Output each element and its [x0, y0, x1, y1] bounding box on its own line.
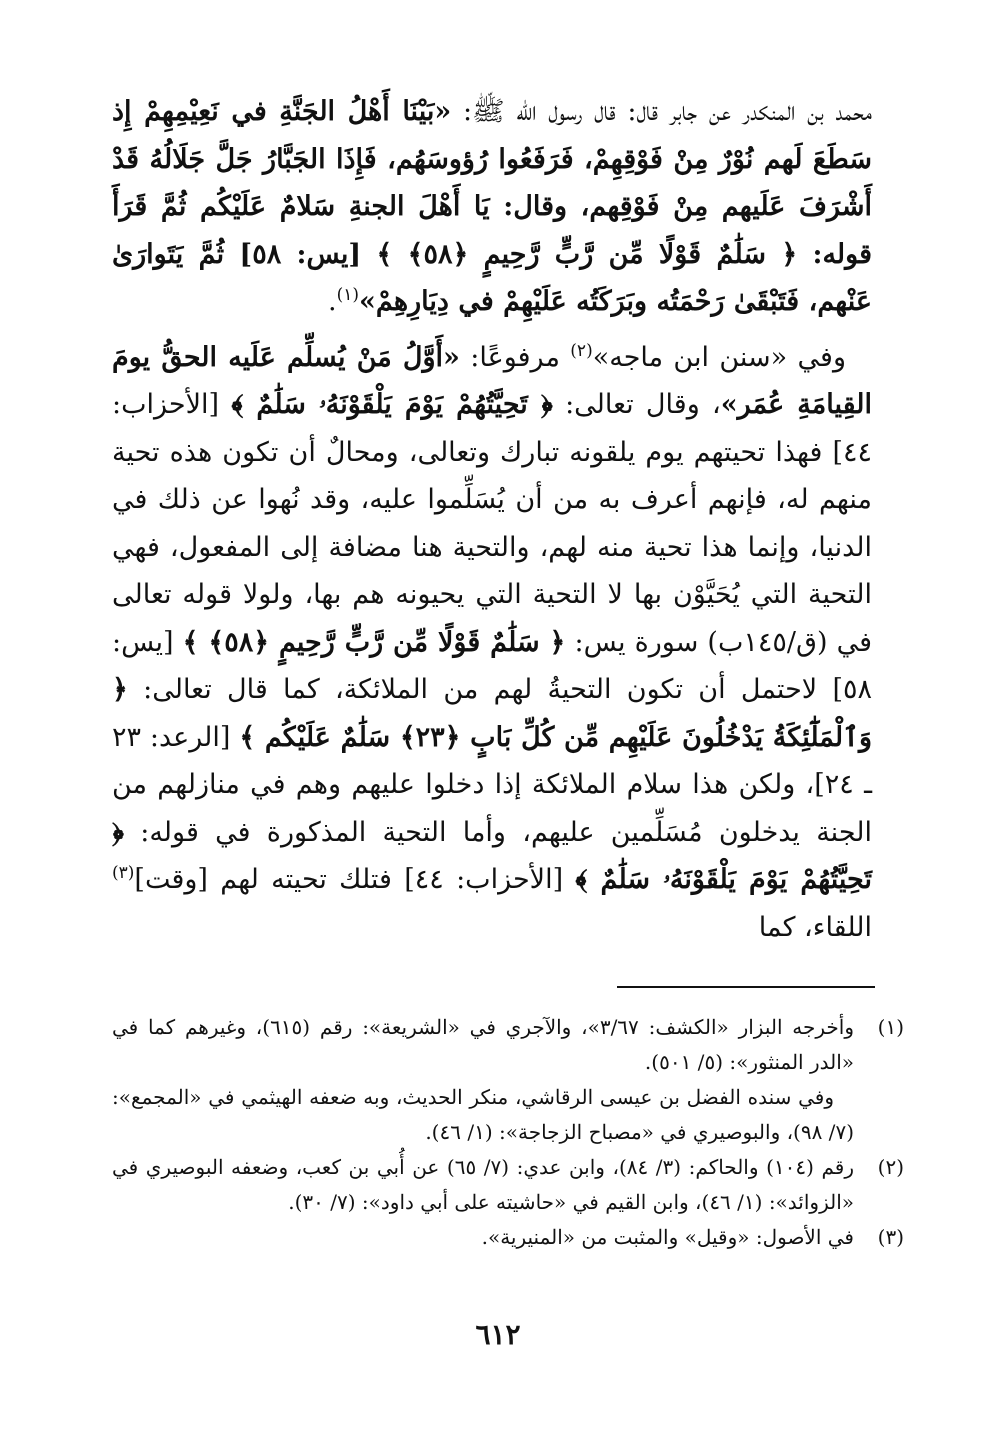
text-segment: [الرعد: ٢٣ ـ ٢٤]، ولكن هذا سلام الملائكة إذا دخلوا عليهم وهم في منازلهم من الجنة يدخلون مُسَلِّمين عليهم، وأما التحية المذكورة في قوله:	[112, 721, 872, 848]
footnote-number: (٣)	[877, 1225, 904, 1249]
footnote-text: رقم (١٠٤) والحاكم: (٣/ ٨٤)، وابن عدي: (٧/ ٦٥) عن أُبي بن كعب، وضعفه البوصيري في «الزوائد»: (١/ ٤٦)، وابن القيم في «حاشيته على أبي داود»: (٧/ ٣٠).	[112, 1155, 854, 1214]
footnote-2	[112, 1150, 904, 1220]
quran-verse: ﴿ تَحِيَّتُهُمْ يَوْمَ يَلْقَوْنَهُۥ سَلَٰمٌ ﴾	[112, 816, 872, 895]
text-segment: [الأحزاب: ٤٤] فهذا تحيتهم يوم يلقونه تبارك وتعالى، ومحالٌ أن تكون هذه تحية منهم له، فإنهم أعرف به من أن يُسَلِّموا عليه، وقد نُهوا عن ذلك في الدنيا، وإنما هذا تحية منه لهم، والتحية هنا مضافة إلى المفعول، فهي التحية التي يُحَيَّوْن بها لا التحية التي يحيونه هم بها، ولولا قوله تعالى في (ق/١٤٥ب) سورة يس:	[112, 389, 872, 658]
text-segment: مرفوعًا:	[459, 341, 571, 373]
text-segment: [يس: ٥٨] لاحتمل أن تكون التحيةُ لهم من الملائكة، كما قال تعالى:	[112, 626, 872, 705]
footnotes	[112, 1010, 904, 1255]
footnote-text: في الأصول: «وقيل» والمثبت من «المنيرية».	[481, 1225, 854, 1249]
paragraph-1	[112, 88, 872, 326]
text-segment: محمد بن المنكدر عن جابر قال: قال رسول الله ﷺ:	[451, 96, 872, 127]
footnote-number: (٢)	[877, 1155, 904, 1179]
hadith-quote: «أَوَّلُ مَنْ يُسلِّم عَلَيه الحقُّ يومَ القِيامَةِ عُمَر»	[112, 341, 872, 420]
text-segment: وفي «سنن ابن ماجه»	[592, 341, 846, 373]
text-segment: ، وقال تعالى:	[552, 389, 721, 420]
text-segment: .	[328, 286, 337, 317]
main-text	[112, 88, 872, 959]
footnote-ref-3[interactable]: (٣)	[112, 863, 135, 883]
footnote-3	[112, 1220, 904, 1255]
footnote-ref-2[interactable]: (٢)	[570, 340, 593, 361]
footnote-1	[112, 1010, 904, 1080]
quran-verse: ﴿ سَلَٰمٌ قَوْلًا مِّن رَّبٍّ رَّحِيمٍ ﴿٥٨﴾ ﴾	[182, 626, 566, 658]
footnote-number: (١)	[877, 1015, 904, 1039]
footnote-1-continued: وفي سنده الفضل بن عيسى الرقاشي، منكر الحديث، وبه ضعفه الهيثمي في «المجمع»: (٧/ ٩٨)، والبوصيري في «مصباح الزجاجة»: (١/ ٤٦).	[112, 1085, 854, 1144]
paragraph-2	[112, 334, 872, 952]
footnote-divider	[617, 986, 875, 988]
hadith-quote-continued: [يس: ٥٨] ثُمَّ يَتَوارَىٰ عَنْهم، فَتَبْقَىٰ رَحْمَتُه وبَرَكَتُه عَلَيْهِمْ في دِيَارِهِمْ»	[112, 238, 872, 317]
footnote-ref-1[interactable]: (١)	[336, 285, 360, 305]
page-number: ٦١٢	[475, 1318, 521, 1351]
quran-verse: ﴿ سَلَٰمٌ قَوْلًا مِّن رَّبٍّ رَّحِيمٍ ﴿٥٨﴾ ﴾	[376, 238, 798, 270]
footnote-text: وأخرجه البزار «الكشف: ٣/٦٧»، والآجري في «الشريعة»: رقم (٦١٥)، وغيرهم كما في «الدر المنثور»: (٥/ ٥٠١).	[112, 1015, 854, 1074]
quran-verse: ﴿ تَحِيَّتُهُمْ يَوْمَ يَلْقَوْنَهُۥ سَلَٰمٌ ﴾	[231, 389, 553, 420]
text-segment: [الأحزاب: ٤٤] فتلك تحيته لهم [وقت]	[134, 864, 576, 895]
quran-verse: ﴿ وَٱلْمَلَٰٓئِكَةُ يَدْخُلُونَ عَلَيْهِم مِّن كُلِّ بَابٍ ﴿٢٣﴾ سَلَٰمٌ عَلَيْكُم ﴾	[112, 674, 872, 753]
text-segment: اللقاء، كما	[758, 911, 872, 943]
hadith-quote: «بَيْنَا أَهْلُ الجَنَّةِ في نَعِيْمِهِمْ إِذ سَطَعَ لَهم نُوْرٌ مِنْ فَوْقِهِمْ، فَرَفَعُوا رُؤوسَهُم، فَإِذَا الجَبَّارُ جَلَّ جَلَالُهُ قَدْ أَشْرَفَ عَلَيهم مِنْ فَوْقِهم، وقال: يَا أَهْلَ الجنةِ سَلامٌ عَلَيْكُم ثُمَّ قَرَأَ قوله:	[112, 96, 872, 270]
